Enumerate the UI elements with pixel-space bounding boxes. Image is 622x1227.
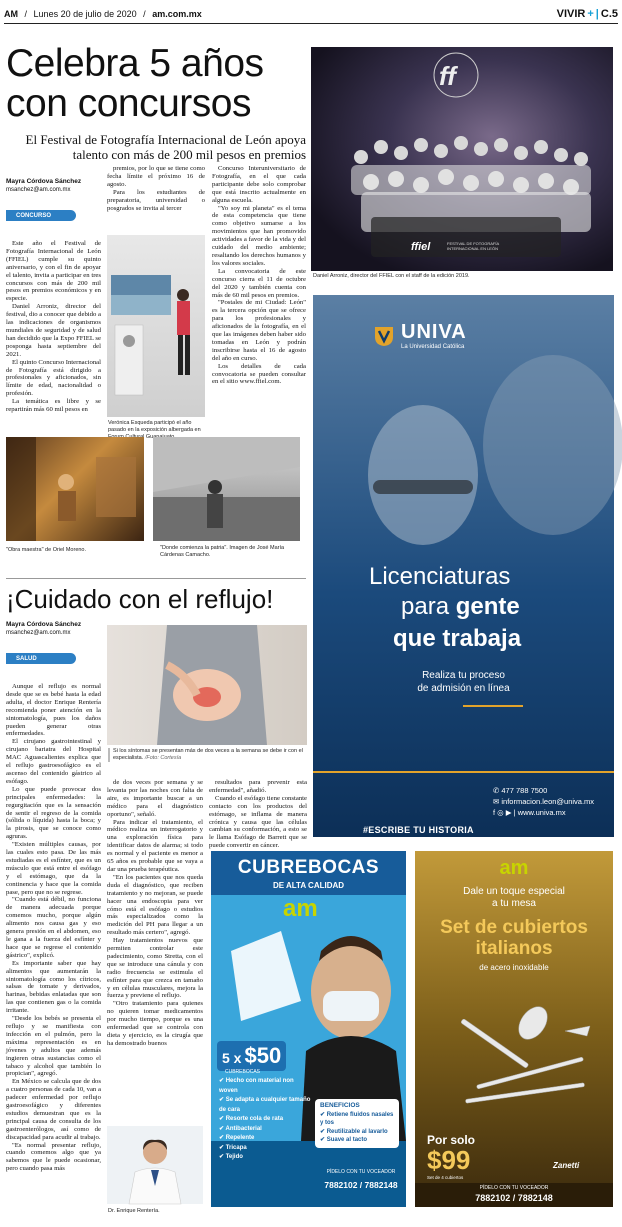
cubiertos-title xyxy=(415,917,613,959)
header-site[interactable]: am.com.mx xyxy=(152,8,202,19)
reflux-photo-credit: /Foto: Cortesía xyxy=(144,755,182,761)
article1-author: Mayra Córdova Sánchez xyxy=(6,178,82,185)
reflux-illustration xyxy=(107,625,307,745)
article2-email[interactable]: msanchez@am.com.mx xyxy=(6,630,71,636)
doctor-illustration xyxy=(107,1126,203,1204)
paragraph: Lo que puede provocar dos principales enfermedades: la regurgitación que es la sensación de sentir el regreso de la comida (sólida o líquida) hasta la boca; y la pirosis, que se conoce como agruras. xyxy=(6,785,101,841)
cubiertos-tagline xyxy=(415,886,613,910)
page-number: C.5 xyxy=(600,7,618,20)
feature-item: ✔ Tejido xyxy=(219,1154,243,1160)
cubrebocas-promo-qty: 5 x xyxy=(222,1050,242,1066)
cubrebocas-ad[interactable] xyxy=(211,851,406,1207)
feature-item: ✔ Repelente xyxy=(219,1135,255,1141)
univa-web: www.univa.mx xyxy=(517,808,566,817)
social-icons: f ◎ ▶ | xyxy=(493,808,516,817)
cubiertos-title1: Set de cubiertos xyxy=(440,917,588,938)
article1-subhead: El Festival de Fotografía Internacional de León apoya talento con más de 200 mil pesos en premios xyxy=(25,132,306,162)
exhibition-caption: Verónica Esqueda participó el año pasado en la exposición albergada en xyxy=(108,420,201,433)
univa-line1: Licenciaturas xyxy=(369,563,511,590)
univa-email-row[interactable] xyxy=(493,796,594,807)
univa-hashtag: #ESCRIBE TU HISTORIA xyxy=(363,825,474,835)
univa-divider xyxy=(313,771,614,773)
cubrebocas-brand: am xyxy=(283,895,318,922)
benefits-title: BENEFICIOS xyxy=(320,1102,360,1109)
univa-ad[interactable] xyxy=(313,295,614,837)
section-divider xyxy=(6,578,306,579)
paragraph: Concurso Interuniversitario de Fotografía, en el que cada participante debe solo comprobar que está inscrito actualmente en alguna escuela. xyxy=(212,165,306,204)
phone-icon: ✆ xyxy=(493,786,500,795)
cubiertos-tagline2: a tu mesa xyxy=(492,898,536,909)
ffiel-sign-text: FESTIVAL DE FOTOGRAFÍA INTERNACIONAL EN LEÓN xyxy=(447,241,499,251)
reflux-caption-text: Si los síntomas se presentan más de dos veces a la semana se debe ir con el especialista. xyxy=(113,748,303,761)
page-header xyxy=(4,4,618,24)
cubrebocas-cta: PÍDELO CON TU VOCEADOR xyxy=(326,1169,396,1175)
univa-shield-icon xyxy=(373,325,395,347)
univa-phone: 477 788 7500 xyxy=(501,786,548,795)
paragraph: Para indicar el tratamiento, el médico realiza un interrogatorio y una exploración física para identificar datos de alarma; si todo es normal y el paciente es menor a 65 años es probable que se vaya a dar una prueba terapéutica. xyxy=(107,818,203,873)
doctor-caption: Dr. Enrique Rentería. xyxy=(108,1208,160,1214)
crowd-illustration xyxy=(311,47,613,271)
paragraph: La convocatoria de este concurso cierra el 11 de octubre del 2020 y también cuenta con más de 60 mil pesos en premios. xyxy=(212,267,306,299)
univa-sub xyxy=(313,669,614,695)
paragraph: "Yo soy mi planeta" es el tema de esta competencia que tiene como objetivo sumarse a los movimientos que han promovido actividades a favor de la vida y del cuidado del medio ambiente; resaltando los derechos humanos y los valores sociales. xyxy=(212,204,306,267)
univa-logo xyxy=(373,321,467,350)
header-date: Lunes 20 de julio de 2020 xyxy=(33,8,137,19)
obra-maestra-photo xyxy=(6,437,144,541)
cubrebocas-title: CUBREBOCAS xyxy=(237,857,380,878)
cubrebocas-phones[interactable]: 7882102 / 7882148 xyxy=(324,1180,398,1190)
mail-icon: ✉ xyxy=(493,797,500,806)
svg-text:ffiel: ffiel xyxy=(411,241,431,253)
paragraph: El cirujano gastrointestinal y cirujano bariatra del Hospital MAC Aguascalientes explica que el reflujo gastroesofágico es el ascenso del contenido gástrico al esófago. xyxy=(6,738,101,785)
benefit-item: ✔ Reutilizable al lavarlo xyxy=(320,1128,388,1135)
cubrebocas-features xyxy=(219,1077,311,1163)
ffiel-group-photo xyxy=(311,47,613,271)
article2-col3 xyxy=(209,779,307,850)
cubiertos-price-label: Por solo xyxy=(427,1133,476,1147)
article2-col1 xyxy=(6,683,101,1213)
bracket-icon: | xyxy=(595,7,599,20)
univa-brand: UNIVA xyxy=(401,321,467,343)
paragraph: "Es normal presentar reflujo, cuando comemos algo que ya sabemos que le puede ocasionar, pero cuando pasa más xyxy=(6,1141,101,1173)
workshop-illustration xyxy=(6,437,144,541)
article2-col2 xyxy=(107,779,203,1121)
article1-tag: CONCURSO xyxy=(6,210,76,221)
cubrebocas-benefits xyxy=(315,1099,399,1148)
paragraph: "Existen múltiples causas, por las cuales esto pasa. De las más estudiadas es el esfínter, que es un músculo que está entre el esófago y el estómago, que da la continencia y hace que la comida pase, pero que no se regrese. xyxy=(6,841,101,896)
univa-brand-sub: La Universidad Católica xyxy=(401,344,465,350)
univa-line2 xyxy=(401,593,520,621)
cubiertos-tagline1: Dale un toque especial xyxy=(463,886,565,897)
paragraph: El quinto Concurso Internacional de Fotografía está dirigido a profesionales y aficionados, sin límite de edad, nacionalidad o profesión. xyxy=(6,358,101,398)
paragraph: La temática es libre y se repartirán más 60 mil pesos en xyxy=(6,398,101,414)
cubiertos-brand: am xyxy=(499,857,529,879)
header-section: AM xyxy=(4,8,18,19)
exhibition-photo xyxy=(107,235,205,417)
feature-item: ✔ Tricapa xyxy=(219,1144,247,1151)
paragraph: Es importante saber que hay alimentos que aumentarán la sintomatología como los cítricos, salsas de tomate y derivados, harinas, bebidas enlatadas que son las que contienen gas o la comida irritante. xyxy=(6,959,101,1015)
feature-item: ✔ Antibacterial xyxy=(219,1125,262,1132)
univa-contact xyxy=(493,785,594,818)
header-left: AM / Lunes 20 de julio de 2020 / am.com.mx xyxy=(4,8,202,19)
univa-line3: que trabaja xyxy=(393,625,522,652)
article2-headline: ¡Cuidado con el reflujo! xyxy=(6,584,274,614)
univa-sub2: de admisión en línea xyxy=(417,683,510,694)
paragraph: "Desde los bebés se presenta el reflujo y se manifiesta con infección en el pulmón, pero la máxima representación es en jóvenes y adultos que además ingieren otras sustancias como el tabaco y alcohol que también lo propician", agregó. xyxy=(6,1015,101,1078)
cubiertos-material: de acero inoxidable xyxy=(479,963,549,972)
article1-headline: Celebra 5 años con concursos xyxy=(6,42,264,125)
cubrebocas-subtitle: DE ALTA CALIDAD xyxy=(272,881,345,890)
article1-col3 xyxy=(212,165,306,433)
univa-accent-line xyxy=(463,705,523,707)
cubrebocas-promo xyxy=(217,1041,286,1071)
cubiertos-maker: Zanetti xyxy=(553,1161,580,1170)
obra-maestra-caption: "Obra maestra" de Oriel Moreno. xyxy=(6,547,87,553)
cubrebocas-promo-label: CUBREBOCAS xyxy=(225,1069,261,1075)
feature-item: ✔ Hecho con material non woven xyxy=(219,1078,294,1094)
feature-item: ✔ Resorte cola de rata xyxy=(219,1116,284,1122)
patria-caption: "Donde comienza la patria". Imagen de José María Cárdenas Camacho. xyxy=(160,545,285,558)
article1-byline xyxy=(6,178,106,194)
benefit-item: ✔ Suave al tacto xyxy=(320,1137,368,1143)
main-photo-caption: Daniel Arroniz, director del FFIEL con el staff de la edición 2019. xyxy=(313,273,470,279)
paragraph: Hay tratamientos nuevos que permiten controlar este padecimiento, como Stretta, con el que se introduce una cánula y con radio frecuencia se estimula el esfínter para que crezca en tamaño y en células musculares, mejora la fuerza y previene el reflujo. xyxy=(107,937,203,1000)
article2-tag: SALUD xyxy=(6,653,76,664)
cubiertos-title2: italianos xyxy=(475,938,553,959)
cubiertos-phones[interactable]: 7882102 / 7882148 xyxy=(475,1193,553,1203)
article1-email[interactable]: msanchez@am.com.mx xyxy=(6,187,71,193)
feature-item: ✔ Se adapta a cualquier tamaño de cara xyxy=(219,1097,311,1113)
plus-icon: + xyxy=(587,7,594,20)
patria-illustration xyxy=(153,437,300,541)
reflux-photo-caption xyxy=(108,748,308,762)
paragraph: Este año el Festival de Fotografía Internacional de León (FFIEL) cumple su quinto aniversario, y con el fin de apoyar el talento, invita a participar en tres concursos con más de 200 mil pesos en premios económicos y en especie. xyxy=(6,240,101,303)
paragraph: "En los pacientes que nos queda duda el diagnóstico, que reciben tratamiento y no mejoran, se puede hacer una endoscopia para ver cómo está el esófago o estudios más especializados como la medición del PH para llegar a un resultado más certero", agregó. xyxy=(107,873,203,937)
cubiertos-ad[interactable] xyxy=(415,851,613,1207)
article1-col1 xyxy=(6,240,101,430)
cubiertos-cta: PÍDELO CON TU VOCEADOR xyxy=(479,1185,549,1191)
univa-email: informacion.leon@univa.mx xyxy=(501,797,595,806)
cubrebocas-promo-price: $50 xyxy=(244,1043,282,1068)
paragraph: Para los estudiantes de preparatoria, universidad o posgrados se invita al tercer xyxy=(107,188,205,212)
paragraph: Daniel Arroniz, director del festival, dio a conocer que debido a las indicaciones de organismos mundiales de seguridad y de salud han decidido que la Expo FFIEL se posponga hasta septiembre del 2021. xyxy=(6,303,101,358)
cubiertos-price-note: Set de 4 cubiertos xyxy=(427,1175,464,1180)
univa-line2b: gente xyxy=(455,593,520,620)
paragraph: En México se calcula que de dos a cuatro personas de cada 10, van a padecer enfermedad por reflujo gastroesofágico y diferentes estudios demuestran que es la principal causa de consulta de los gastroenterólogos, así como de discapacidad para acudir al trabajo. xyxy=(6,1078,101,1141)
reflux-photo xyxy=(107,625,307,745)
paragraph: "Postales de mi Ciudad: León" es la tercera opción que se ofrece para los profesionales y aficionados de la fotografía, en el que las imágenes deben haber sido tomadas en León y podrán inscribirse hasta el 16 de agosto del año en curso. xyxy=(212,299,306,362)
patria-photo xyxy=(153,437,300,541)
cubiertos-price: $99 xyxy=(427,1145,471,1175)
paragraph: de dos veces por semana y se levanta por las noches con falta de aire, es importante buscar a un médico para el diagnóstico oportuno", señaló. xyxy=(107,779,203,818)
benefit-item: ✔ Retiene fluidos nasales y tos xyxy=(320,1111,394,1126)
univa-phone-row[interactable] xyxy=(493,785,594,796)
doctor-photo xyxy=(107,1126,203,1204)
paragraph: "Otro tratamiento para quienes no quieren tomar medicamentos por mucho tiempo, porque es una enfermedad que se controla con dieta y ejercicio, es la cirugía que ha demostrado buenos xyxy=(107,1000,203,1047)
svg-text:ff: ff xyxy=(439,61,456,91)
paragraph: Los detalles de cada convocatoria se pueden consultar en el sitio www.ffiel.com. xyxy=(212,362,306,386)
univa-sub1: Realiza tu proceso xyxy=(422,670,505,681)
header-right xyxy=(557,8,618,20)
exhibition-illustration xyxy=(107,235,205,417)
article1-col2 xyxy=(107,165,205,231)
paragraph: premios, por lo que se tiene como fecha límite el próximo 16 de agosto. xyxy=(107,165,205,188)
paragraph: Aunque el reflujo es normal desde que se es bebé hasta la edad adulta, el doctor Enrique Rentería recomienda poner atención en la sintomatología, pues los daños pueden generar otras enfermedades. xyxy=(6,683,101,738)
article2-byline xyxy=(6,621,106,637)
paragraph: resultados para prevenir esta enfermedad", añadió. xyxy=(209,779,307,794)
paragraph: "Cuando está débil, no funciona de manera adecuada porque comemos mucho, porque algún alimento nos causa gas y eso genera presión en el abdomen, eso le gana a la fuerza del esfínter y hace que se regrese el contenido gástrico", explicó. xyxy=(6,896,101,959)
section-name: VIVIR xyxy=(556,7,586,20)
article2-author: Mayra Córdova Sánchez xyxy=(6,621,82,628)
univa-line2a: para xyxy=(401,593,450,620)
paragraph: Cuando el esófago tiene constante contacto con los productos del estómago, se inflama de manera crónica y causa que las células cambian su conformación, a esto se le llama Esófago de Barrett que se puede convertir en cáncer. xyxy=(209,794,307,850)
univa-web-row[interactable] xyxy=(493,807,594,818)
